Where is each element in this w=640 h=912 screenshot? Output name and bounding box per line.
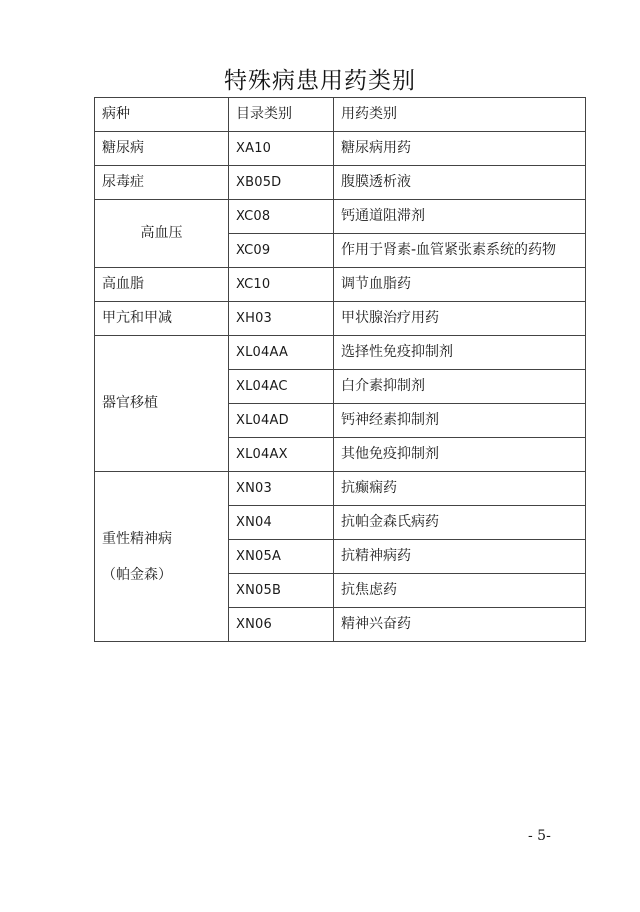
table-row <box>95 166 586 200</box>
page-title: 特殊病患用药类别 <box>224 68 416 94</box>
catalog-code-cell: XN03 <box>229 472 334 506</box>
catalog-code-cell: XL04AA <box>229 336 334 370</box>
catalog-code-cell: XH03 <box>229 302 334 336</box>
drug-category-cell: 作用于肾素-血管紧张素系统的药物 <box>334 234 586 268</box>
drug-category-cell: 腹膜透析液 <box>334 166 586 200</box>
drug-category-cell: 其他免疫抑制剂 <box>334 438 586 472</box>
catalog-code-cell: XL04AD <box>229 404 334 438</box>
table-header-row <box>95 98 586 132</box>
drug-category-cell: 甲状腺治疗用药 <box>334 302 586 336</box>
catalog-code-cell: XN04 <box>229 506 334 540</box>
catalog-code-cell: XN05B <box>229 574 334 608</box>
drug-category-cell: 白介素抑制剂 <box>334 370 586 404</box>
drug-category-cell: 选择性免疫抑制剂 <box>334 336 586 370</box>
drug-category-table <box>94 97 586 642</box>
catalog-code-cell: XC08 <box>229 200 334 234</box>
drug-category-cell: 抗帕金森氏病药 <box>334 506 586 540</box>
table-row <box>95 336 586 370</box>
disease-cell: 高血压 <box>95 200 229 268</box>
table-row <box>95 472 586 506</box>
drug-category-cell: 抗焦虑药 <box>334 574 586 608</box>
catalog-code-cell: XC10 <box>229 268 334 302</box>
table-row <box>95 268 586 302</box>
header-catalog-category: 目录类别 <box>229 98 334 132</box>
drug-category-cell: 调节血脂药 <box>334 268 586 302</box>
drug-category-cell: 抗癫痫药 <box>334 472 586 506</box>
catalog-code-cell: XL04AC <box>229 370 334 404</box>
disease-cell <box>95 472 229 642</box>
header-drug-category: 用药类别 <box>334 98 586 132</box>
drug-category-cell: 钙神经素抑制剂 <box>334 404 586 438</box>
disease-cell: 高血脂 <box>95 268 229 302</box>
catalog-code-cell: XL04AX <box>229 438 334 472</box>
disease-cell: 器官移植 <box>95 336 229 472</box>
disease-cell: 糖尿病 <box>95 132 229 166</box>
catalog-code-cell: XC09 <box>229 234 334 268</box>
disease-name: 重性精神病 <box>102 530 172 547</box>
header-disease: 病种 <box>95 98 229 132</box>
catalog-code-cell: XN05A <box>229 540 334 574</box>
table-row <box>95 132 586 166</box>
table-row <box>95 200 586 234</box>
disease-note: （帕金森） <box>102 566 172 583</box>
catalog-code-cell: XB05D <box>229 166 334 200</box>
drug-category-cell: 钙通道阻滞剂 <box>334 200 586 234</box>
drug-category-cell: 抗精神病药 <box>334 540 586 574</box>
drug-category-cell: 糖尿病用药 <box>334 132 586 166</box>
drug-category-cell: 精神兴奋药 <box>334 608 586 642</box>
table-row <box>95 302 586 336</box>
catalog-code-cell: XA10 <box>229 132 334 166</box>
page-number: - 5- <box>528 828 551 844</box>
disease-cell: 尿毒症 <box>95 166 229 200</box>
catalog-code-cell: XN06 <box>229 608 334 642</box>
disease-cell: 甲亢和甲减 <box>95 302 229 336</box>
